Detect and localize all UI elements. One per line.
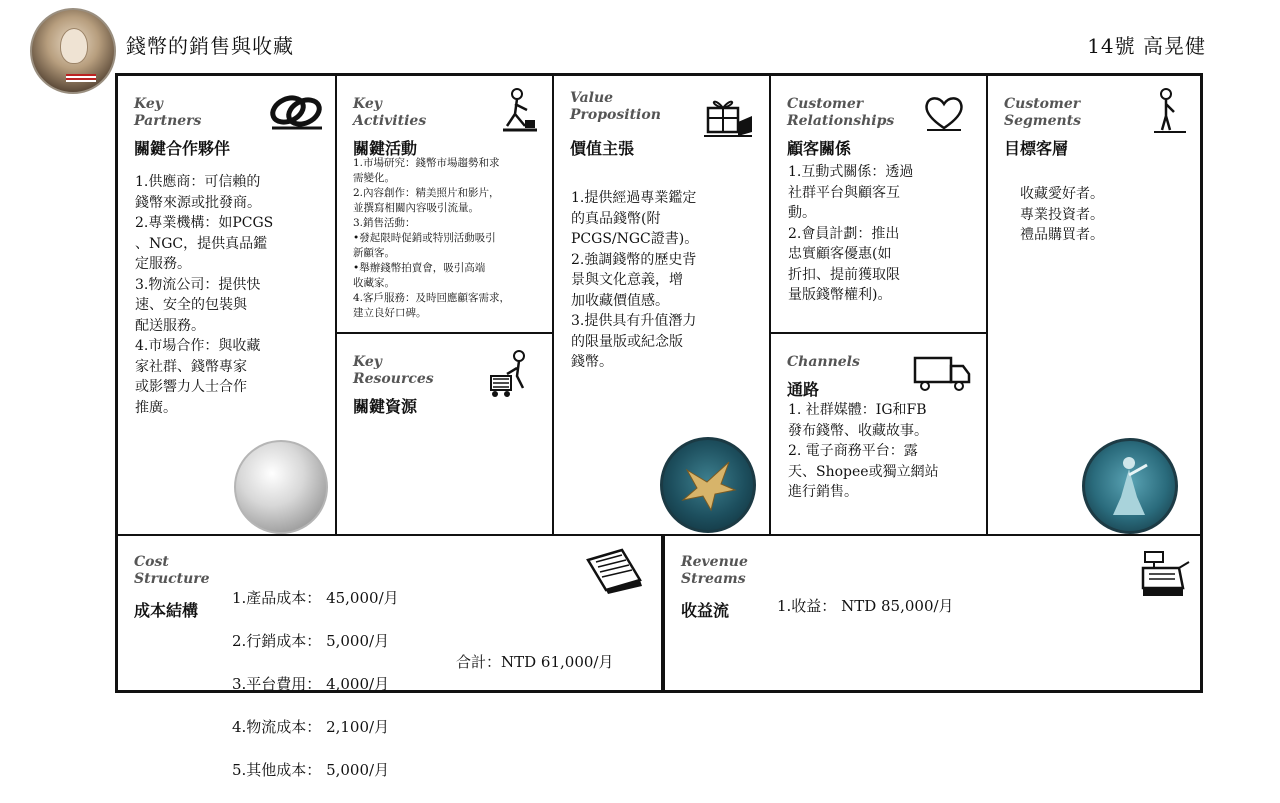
- key-resources-zh: 關鍵資源: [353, 397, 418, 416]
- avatar-face: [60, 28, 88, 64]
- avatar: [30, 8, 116, 94]
- key-activities-zh: 關鍵活動: [353, 139, 418, 158]
- cost-structure-en: Cost Structure: [134, 554, 210, 587]
- customer-segments-body: 收藏愛好者。 專業投資者。 禮品購買者。: [1020, 186, 1104, 243]
- key-partners-cell: [118, 76, 337, 536]
- eagle-coin: [660, 437, 756, 533]
- page-title: 錢幣的銷售與收藏: [126, 34, 294, 58]
- channels-en: Channels: [787, 354, 860, 370]
- customer-segments-zh: 目標客層: [1004, 139, 1069, 158]
- channels-body: 1. 社群媒體：IG和FB 發布錢幣、收藏故事。 2. 電子商務平台：露 天、Shopee或獨立網站 進行銷售。: [788, 402, 939, 500]
- key-activities-cell: [337, 76, 554, 334]
- cost-item: 3.平台費用： 4,000/月: [232, 674, 390, 693]
- key-partners-body: 1.供應商：可信賴的 錢幣來源或批發商。 2.專業機構：如PCGS 、NGC，提供真品鑑 定服務。 3.物流公司：提供快 速、安全的包裝與 配送服務。 4.市場合作：與收藏 家社群、錢幣專家 或影響力人士合作 推廣。: [135, 174, 274, 416]
- cost-total: 合計：NTD 61,000/月: [456, 653, 614, 671]
- avatar-flag: [66, 74, 96, 82]
- liberty-coin-art: [1085, 441, 1175, 531]
- worker-icon: [497, 86, 543, 134]
- heart-icon: [923, 94, 965, 132]
- customer-relationships-en: Customer Relationships: [787, 96, 895, 129]
- cost-item: 2.行銷成本： 5,000/月: [232, 631, 390, 650]
- key-resources-cell: [337, 334, 554, 536]
- revenue-streams-zh: 收益流: [681, 601, 730, 620]
- customer-relationships-body: 1.互動式關係：透過 社群平台與顧客互 動。 2.會員計劃：推出 忠實顧客優惠(如 折扣、提前獲取限 量版錢幣權利)。: [788, 164, 914, 303]
- worker-cart-icon: [487, 348, 539, 400]
- customer-relationships-zh: 顧客關係: [787, 139, 852, 158]
- gift-icon: [700, 92, 756, 140]
- key-partners-zh: 關鍵合作夥伴: [134, 139, 231, 158]
- cost-structure-zh: 成本結構: [134, 601, 199, 620]
- liberty-coin: [1082, 438, 1178, 534]
- cost-item: 5.其他成本： 5,000/月: [232, 760, 390, 779]
- cost-item: 4.物流成本： 2,100/月: [232, 717, 390, 736]
- value-proposition-en: Value Proposition: [570, 90, 661, 123]
- customer-segments-en: Customer Segments: [1004, 96, 1082, 129]
- truck-icon: [911, 352, 973, 394]
- eagle-coin-art: [663, 440, 753, 530]
- silver-coin: [234, 440, 328, 534]
- key-resources-en: Key Resources: [353, 354, 434, 387]
- cost-items: [232, 566, 399, 803]
- key-partners-en: Key Partners: [134, 96, 202, 129]
- revenue-body: 1.收益： NTD 85,000/月: [777, 597, 954, 615]
- revenue-streams-en: Revenue Streams: [681, 554, 748, 587]
- person-icon: [1150, 86, 1190, 134]
- author-label: 14號 高晃健: [1087, 34, 1206, 58]
- value-proposition-zh: 價值主張: [570, 139, 635, 158]
- customer-relationships-cell: [771, 76, 988, 334]
- value-proposition-cell: [554, 76, 771, 536]
- value-proposition-body: 1.提供經過專業鑑定 的真品錢幣(附 PCGS/NGC證書)。 2.強調錢幣的歷史背 景與文化意義，增 加收藏價值感。 3.提供具有升值潛力 的限量版或紀念版 錢幣。: [571, 190, 699, 370]
- business-model-canvas: [115, 73, 1203, 779]
- key-activities-en: Key Activities: [353, 96, 427, 129]
- customer-segments-cell: [988, 76, 1200, 536]
- revenue-streams-cell: [663, 536, 1200, 690]
- key-activities-body: 1.市場研究：錢幣市場趨勢和求 需變化。 2.內容創作：精美照片和影片， 並撰寫相關內容吸引流量。 3.銷售活動： •發起限時促銷或特別活動吸引 新顧客。 •舉辦錢幣拍賣會，吸引高端 收藏家。 4.客戶服務：及時回應顧客需求， 建立良好口碑。: [353, 157, 511, 319]
- channels-cell: [771, 334, 988, 536]
- cash-register-icon: [1139, 548, 1193, 600]
- chain-link-icon: [268, 90, 326, 132]
- receipt-icon: [582, 546, 646, 594]
- cost-structure-cell: [118, 536, 663, 779]
- cost-item: 1.產品成本： 45,000/月: [232, 588, 399, 607]
- channels-zh: 通路: [787, 380, 820, 399]
